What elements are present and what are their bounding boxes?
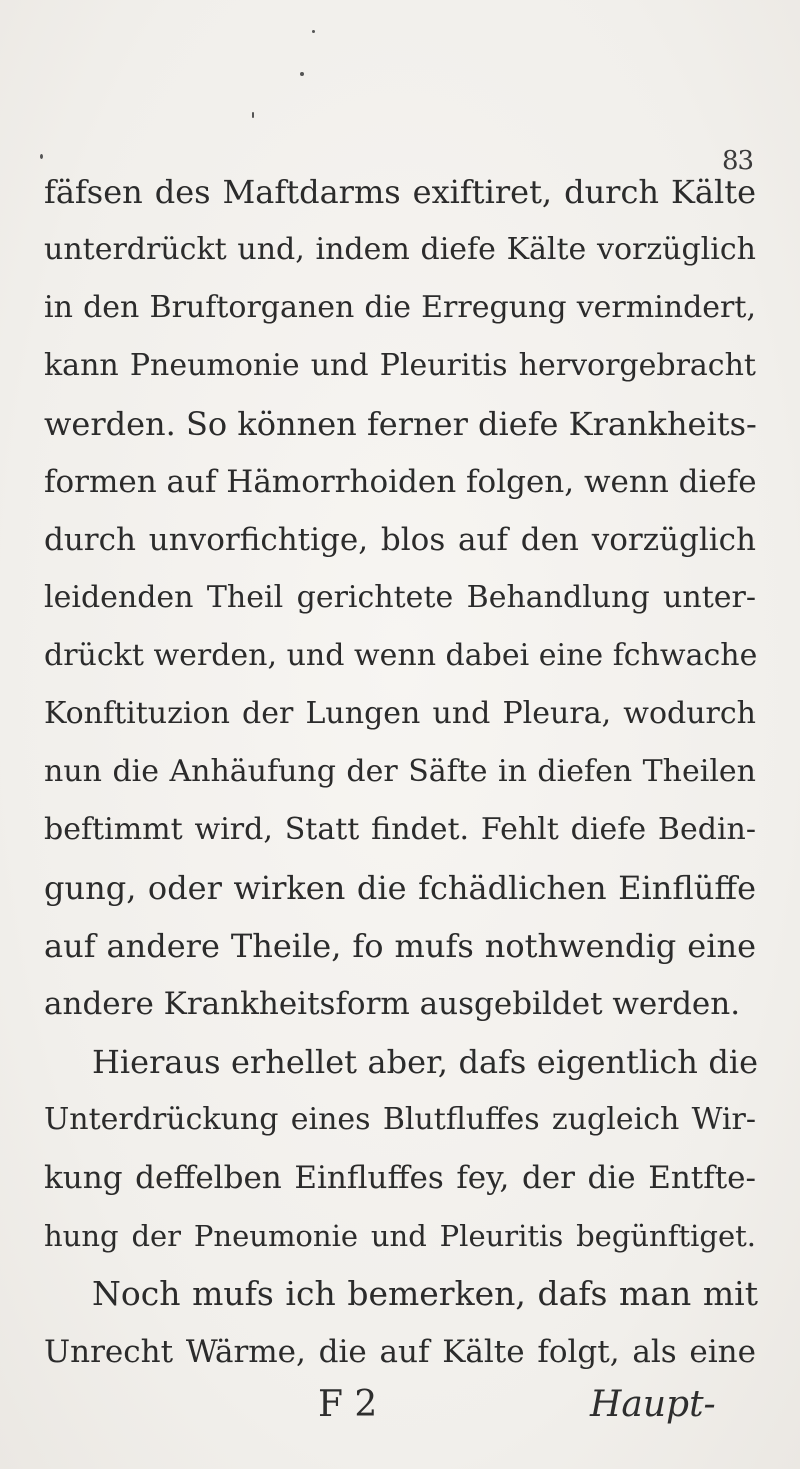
text-line: leidenden Theil gerichtete Behandlung unter- xyxy=(44,580,756,615)
catchword: Haupt- xyxy=(590,1384,716,1425)
text-line: nun die Anhäufung der Säfte in diefen Theilen xyxy=(44,754,756,789)
text-line: werden. So können ferner diefe Krankheits- xyxy=(44,405,757,443)
text-line: hung der Pneumonie und Pleuritis begünftiget. xyxy=(44,1219,756,1253)
text-line: Unrecht Wärme, die auf Kälte folgt, als eine xyxy=(44,1334,756,1370)
text-line: kung deffelben Einfluffes fey, der die Entfte- xyxy=(44,1160,756,1196)
text-line: in den Bruftorganen die Erregung vermindert, xyxy=(44,290,756,325)
ink-speck xyxy=(252,112,254,118)
ink-speck xyxy=(312,30,315,33)
signature-mark: F 2 xyxy=(318,1384,378,1425)
text-line: unterdrückt und, indem diefe Kälte vorzüglich xyxy=(44,232,756,267)
text-line: andere Krankheitsform ausgebildet werden. xyxy=(44,986,741,1022)
ink-speck xyxy=(300,72,304,76)
text-line: Hieraus erhellet aber, dafs eigentlich die xyxy=(92,1043,758,1081)
text-line: Konftituzion der Lungen und Pleura, wodurch xyxy=(44,696,756,731)
text-line: auf andere Theile, fo mufs nothwendig eine xyxy=(44,927,756,965)
text-line: gung, oder wirken die fchädlichen Einflüffe xyxy=(44,869,756,907)
text-line: fäfsen des Maftdarms exiftiret, durch Kälte xyxy=(44,173,756,211)
text-line: drückt werden, und wenn dabei eine fchwache xyxy=(44,638,758,673)
text-line: beftimmt wird, Statt findet. Fehlt diefe Bedin- xyxy=(44,812,756,847)
text-line: kann Pneumonie und Pleuritis hervorgebracht xyxy=(44,348,756,383)
page-number: 83 xyxy=(722,146,754,176)
text-line: Noch mufs ich bemerken, dafs man mit xyxy=(92,1274,758,1313)
text-line: formen auf Hämorrhoiden folgen, wenn diefe xyxy=(44,464,757,500)
ink-speck xyxy=(40,154,43,159)
text-line: Unterdrückung eines Blutfluffes zugleich Wir- xyxy=(44,1102,756,1137)
text-line: durch unvorfichtige, blos auf den vorzüglich xyxy=(44,522,756,558)
